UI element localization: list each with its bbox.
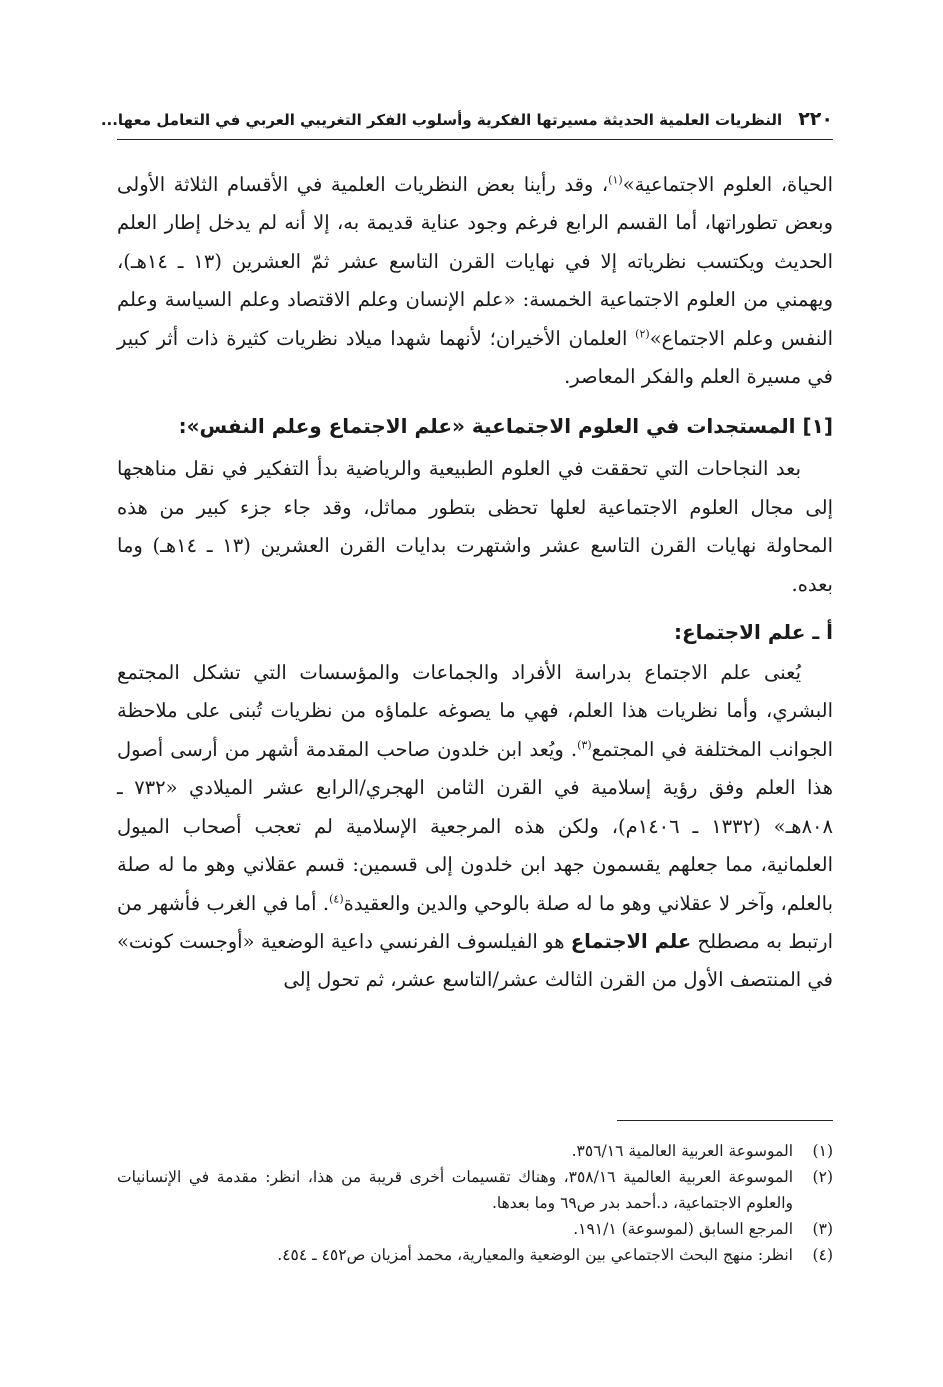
intro-paragraph <box>117 166 833 396</box>
footnote-text: الموسوعة العربية العالمية ٣٥٦/١٦. <box>571 1142 793 1160</box>
footnotes <box>117 1138 833 1268</box>
intro-text-3: العلمان الأخيران؛ لأنهما شهدا ميلاد نظريات كثيرة ذات أثر كبير في مسيرة العلم والفكر المعاصر. <box>117 326 833 389</box>
subsection-heading: أ ـ علم الاجتماع: <box>674 620 833 645</box>
footnote-number: (٣) <box>812 1220 833 1238</box>
main-text <box>117 166 833 1000</box>
sociology-text-1: يُعنى علم الاجتماع بدراسة الأفراد والجماعات والمؤسسات التي تشكل المجتمع البشري، وأما نظريات هذا العلم، فهي ما يصوغه علماؤه من نظريات تُبنى على ملاحظة الجوانب المختلفة في المجتمع <box>117 661 833 761</box>
section-paragraph: بعد النجاحات التي تحققت في العلوم الطبيعية والرياضية بدأ التفكير في نقل مناهجها إلى مجال العلوم الاجتماعية لعلها تحظى بتطور مماثل، وقد جاء جزء كبير من هذه المحاولة نهايات القرن التاسع عشر واشتهرت بدايات القرن العشرين (١٣ ـ ١٤هـ) وما بعده. <box>117 457 833 596</box>
footnote-ref-2: (٢) <box>635 327 650 341</box>
footnote-ref-4: (٤) <box>329 892 344 905</box>
page-number: ٢٢٠ <box>798 108 833 130</box>
sociology-text-3: . أما في الغرب فأشهر من ارتبط به مصطلح <box>117 891 834 953</box>
footnote-text: الموسوعة العربية العالمية ٣٥٨/١٦، وهناك تقسيمات أخرى قريبة من هذا، انظر: مقدمة في الإنسانيات والعلوم الاجتماعية، د.أحمد بدر ص٦٩ وما بعدها. <box>117 1168 794 1212</box>
footnote-ref-3: (٣) <box>577 738 592 752</box>
footnote-number: (١) <box>812 1142 833 1160</box>
bold-term: علم الاجتماع <box>570 929 692 953</box>
footnote-text: انظر: منهج البحث الاجتماعي بين الوضعية والمعيارية، محمد أمزيان ص٤٥٢ ـ ٤٥٤. <box>277 1246 793 1264</box>
footnote-divider <box>617 1120 833 1121</box>
footnote-ref-1: (١) <box>608 173 623 187</box>
footnote-item <box>117 1164 833 1216</box>
footnote-item <box>117 1216 833 1242</box>
footnote-item <box>117 1138 833 1164</box>
sociology-text-4: هو الفيلسوف الفرنسي داعية الوضعية «أوجست كونت» في المنتصف الأول من القرن الثالث عشر/التاسع عشر، ثم تحول إلى <box>117 929 833 992</box>
sociology-text-2: . ويُعد ابن خلدون صاحب المقدمة أشهر من أرسى أصول هذا العلم وفق رؤية إسلامية في القرن الثامن الهجري/الرابع عشر الميلادي «٧٣٢ ـ ٨٠٨هـ» (١٣٣٢ ـ ١٤٠٦م)، ولكن هذه المرجعية الإسلامية لم تعجب أصحاب الميول العلمانية، مما جعلهم يقسمون جهد ابن خلدون إلى قسمين: قسم عقلاني وهو ما له صلة بالعلم، وآخر لا عقلاني وهو ما له صلة بالوحي والدين والعقيدة <box>117 737 833 915</box>
sociology-paragraph <box>117 654 833 1000</box>
intro-text-2: ، وقد رأينا بعض النظريات العلمية في الأقسام الثلاثة الأولى وبعض تطوراتها، أما القسم الرابع فرغم وجود عناية قديمة به، إلا أنه لم يدخل إطار العلم الحديث ويكتسب نظرياته إلا في نهايات القرن التاسع عشر ثمّ العشرين (١٣ ـ ١٤هـ)، ويهمني من العلوم الاجتماعية الخمسة: «علم الإنسان وعلم الاقتصاد وعلم السياسة وعلم النفس وعلم الاجتماع» <box>117 173 834 350</box>
running-header <box>100 108 833 130</box>
section-heading: [١] المستجدات في العلوم الاجتماعية «علم الاجتماع وعلم النفس»: <box>178 414 833 439</box>
footnote-item <box>117 1242 833 1268</box>
footnote-number: (٢) <box>812 1168 833 1186</box>
running-header-title: النظريات العلمية الحديثة مسيرتها الفكرية وأسلوب الفكر التغريبي العربي في التعامل معها... <box>100 111 783 129</box>
footnote-number: (٤) <box>812 1246 833 1264</box>
header-divider <box>117 139 833 140</box>
intro-text-1: الحياة، العلوم الاجتماعية» <box>622 173 833 196</box>
footnote-text: المرجع السابق (لموسوعة) ١٩١/١. <box>573 1220 793 1238</box>
